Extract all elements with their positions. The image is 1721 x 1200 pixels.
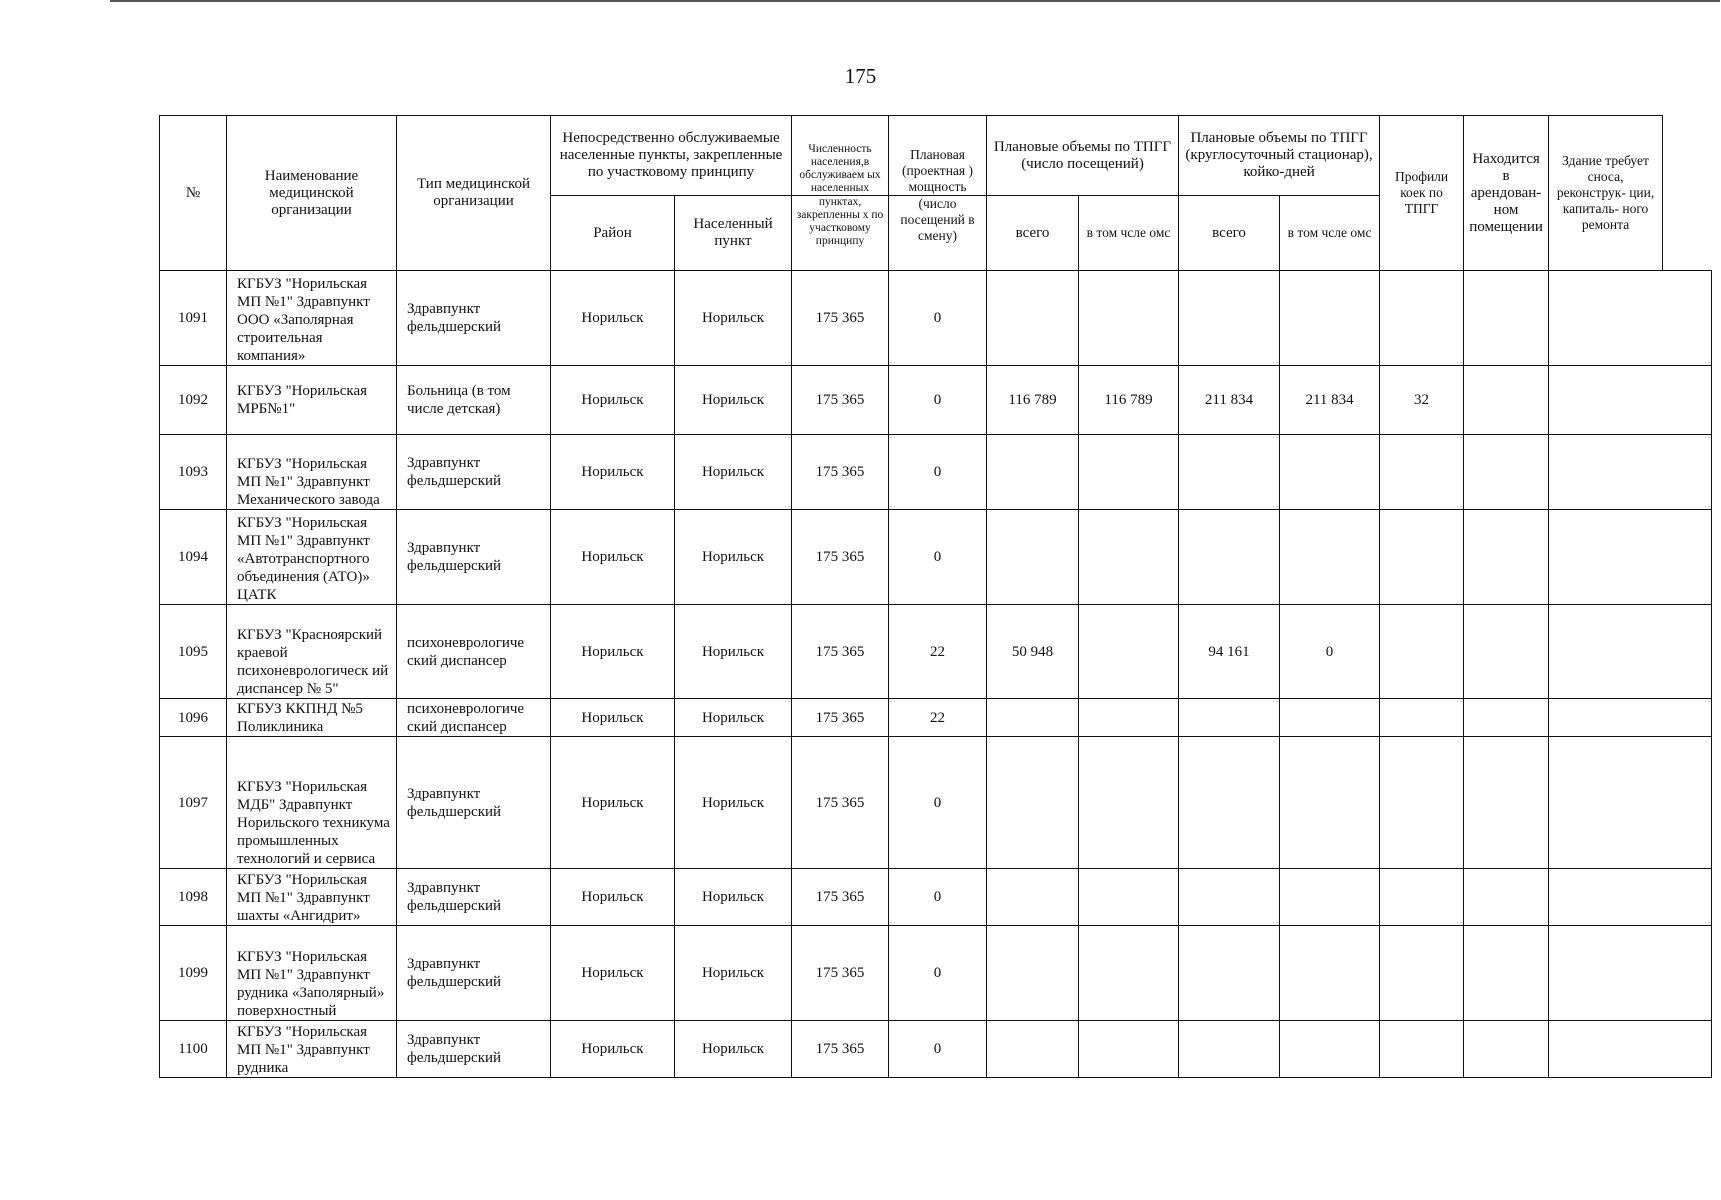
header-building: Здание требует сноса, реконструк- ции, капиталь- ного ремонта <box>1549 116 1663 271</box>
cell-building <box>1549 926 1712 1021</box>
cell-beddays-total <box>1179 737 1280 869</box>
cell-org-type: Здравпункт фельдшерский <box>397 510 551 605</box>
cell-rented <box>1464 737 1549 869</box>
cell-num: 1096 <box>160 699 227 737</box>
cell-population: 175 365 <box>792 605 889 699</box>
cell-capacity: 0 <box>889 926 987 1021</box>
cell-profiles <box>1380 869 1464 926</box>
cell-district: Норильск <box>551 699 675 737</box>
cell-org-type: Здравпункт фельдшерский <box>397 435 551 510</box>
cell-visits-oms <box>1079 510 1179 605</box>
cell-locality: Норильск <box>675 1021 792 1078</box>
cell-visits-oms <box>1079 1021 1179 1078</box>
cell-rented <box>1464 605 1549 699</box>
cell-visits-total <box>987 869 1079 926</box>
header-visits-oms: в том чсле омс <box>1079 196 1179 271</box>
cell-locality: Норильск <box>675 869 792 926</box>
cell-visits-oms <box>1079 869 1179 926</box>
table-row <box>160 926 1712 1021</box>
header-org-type: Тип медицинской организации <box>397 116 551 271</box>
cell-visits-oms <box>1079 271 1179 366</box>
cell-visits-oms <box>1079 435 1179 510</box>
cell-building <box>1549 1021 1712 1078</box>
cell-beddays-total <box>1179 271 1280 366</box>
cell-visits-total <box>987 737 1079 869</box>
table-row <box>160 510 1712 605</box>
cell-visits-total <box>987 510 1079 605</box>
cell-visits-total: 116 789 <box>987 366 1079 435</box>
cell-locality: Норильск <box>675 699 792 737</box>
cell-org-type: психоневрологиче ский диспансер <box>397 605 551 699</box>
table-body <box>160 271 1712 1078</box>
cell-profiles <box>1380 699 1464 737</box>
cell-beddays-oms <box>1280 435 1380 510</box>
cell-building <box>1549 435 1712 510</box>
cell-visits-total: 50 948 <box>987 605 1079 699</box>
cell-district: Норильск <box>551 605 675 699</box>
cell-num: 1092 <box>160 366 227 435</box>
cell-locality: Норильск <box>675 435 792 510</box>
cell-num: 1100 <box>160 1021 227 1078</box>
cell-org-name: КГБУЗ "Норильская МП №1" Здравпункт рудника <box>227 1021 397 1078</box>
cell-visits-oms <box>1079 605 1179 699</box>
cell-building <box>1549 510 1712 605</box>
cell-locality: Норильск <box>675 737 792 869</box>
cell-population: 175 365 <box>792 510 889 605</box>
table-row <box>160 605 1712 699</box>
cell-population: 175 365 <box>792 271 889 366</box>
cell-capacity: 22 <box>889 605 987 699</box>
cell-rented <box>1464 869 1549 926</box>
cell-population: 175 365 <box>792 435 889 510</box>
cell-locality: Норильск <box>675 271 792 366</box>
cell-rented <box>1464 435 1549 510</box>
table-row <box>160 435 1712 510</box>
cell-org-name: КГБУЗ "Красноярский краевой психоневрологическ ий диспансер № 5" <box>227 605 397 699</box>
cell-org-type: Здравпункт фельдшерский <box>397 869 551 926</box>
header-population-bottom: пунктах, закрепленны х по участковому принципу <box>792 196 889 271</box>
cell-population: 175 365 <box>792 869 889 926</box>
cell-org-name: КГБУЗ "Норильская МП №1" Здравпункт «Автотранспортного объединения (АТО)» ЦАТК <box>227 510 397 605</box>
table-row <box>160 699 1712 737</box>
scan-top-edge <box>110 0 1720 2</box>
cell-locality: Норильск <box>675 366 792 435</box>
cell-beddays-total <box>1179 435 1280 510</box>
cell-visits-total <box>987 926 1079 1021</box>
cell-district: Норильск <box>551 271 675 366</box>
cell-rented <box>1464 271 1549 366</box>
cell-visits-total <box>987 435 1079 510</box>
cell-num: 1097 <box>160 737 227 869</box>
cell-num: 1093 <box>160 435 227 510</box>
cell-beddays-total <box>1179 869 1280 926</box>
cell-district: Норильск <box>551 1021 675 1078</box>
header-capacity-bottom: (число посещений в смену) <box>889 196 987 271</box>
cell-num: 1098 <box>160 869 227 926</box>
header-rented: Находится в арендован- ном помещении <box>1464 116 1549 271</box>
cell-district: Норильск <box>551 366 675 435</box>
cell-building <box>1549 366 1712 435</box>
header-beddays-oms: в том чсле омс <box>1280 196 1380 271</box>
cell-population: 175 365 <box>792 926 889 1021</box>
cell-capacity: 0 <box>889 869 987 926</box>
cell-org-type: психоневрологиче ский диспансер <box>397 699 551 737</box>
cell-rented <box>1464 1021 1549 1078</box>
cell-beddays-oms <box>1280 510 1380 605</box>
cell-num: 1094 <box>160 510 227 605</box>
cell-locality: Норильск <box>675 926 792 1021</box>
table-row <box>160 737 1712 869</box>
cell-district: Норильск <box>551 869 675 926</box>
cell-profiles <box>1380 605 1464 699</box>
cell-profiles: 32 <box>1380 366 1464 435</box>
cell-org-type: Здравпункт фельдшерский <box>397 271 551 366</box>
cell-beddays-oms <box>1280 869 1380 926</box>
table-row <box>160 869 1712 926</box>
header-beddays-total: всего <box>1179 196 1280 271</box>
cell-locality: Норильск <box>675 605 792 699</box>
cell-population: 175 365 <box>792 699 889 737</box>
cell-num: 1091 <box>160 271 227 366</box>
cell-num: 1099 <box>160 926 227 1021</box>
cell-beddays-oms <box>1280 271 1380 366</box>
cell-visits-oms <box>1079 737 1179 869</box>
header-population-top: Численность населения,в обслуживаем ых населенных <box>792 116 889 196</box>
cell-beddays-total: 211 834 <box>1179 366 1280 435</box>
cell-org-name: КГБУЗ "Норильская МП №1" Здравпункт ООО «Заполярная строительная компания» <box>227 271 397 366</box>
cell-visits-total <box>987 1021 1079 1078</box>
facilities-table <box>159 115 1712 1078</box>
table-row <box>160 1021 1712 1078</box>
cell-org-name: КГБУЗ ККПНД №5 Поликлиника <box>227 699 397 737</box>
cell-visits-total <box>987 699 1079 737</box>
cell-org-name: КГБУЗ "Норильская МП №1" Здравпункт шахты «Ангидрит» <box>227 869 397 926</box>
header-locality: Населенный пункт <box>675 196 792 271</box>
cell-profiles <box>1380 737 1464 869</box>
cell-capacity: 0 <box>889 737 987 869</box>
cell-rented <box>1464 926 1549 1021</box>
cell-org-type: Здравпункт фельдшерский <box>397 926 551 1021</box>
cell-capacity: 0 <box>889 510 987 605</box>
cell-capacity: 0 <box>889 1021 987 1078</box>
cell-beddays-oms <box>1280 699 1380 737</box>
cell-district: Норильск <box>551 435 675 510</box>
table-header <box>160 116 1712 271</box>
cell-org-name: КГБУЗ "Норильская МП №1" Здравпункт рудника «Заполярный» поверхностный <box>227 926 397 1021</box>
cell-population: 175 365 <box>792 1021 889 1078</box>
table-row <box>160 366 1712 435</box>
cell-capacity: 0 <box>889 271 987 366</box>
cell-building <box>1549 699 1712 737</box>
cell-beddays-total <box>1179 1021 1280 1078</box>
cell-profiles <box>1380 271 1464 366</box>
header-capacity-top: Плановая (проектная ) мощность <box>889 116 987 196</box>
cell-beddays-oms: 211 834 <box>1280 366 1380 435</box>
cell-visits-total <box>987 271 1079 366</box>
cell-num: 1095 <box>160 605 227 699</box>
cell-org-type: Больница (в том числе детская) <box>397 366 551 435</box>
cell-district: Норильск <box>551 926 675 1021</box>
cell-beddays-total <box>1179 510 1280 605</box>
cell-building <box>1549 737 1712 869</box>
header-num: № <box>160 116 227 271</box>
cell-org-type: Здравпункт фельдшерский <box>397 1021 551 1078</box>
cell-profiles <box>1380 510 1464 605</box>
cell-building <box>1549 869 1712 926</box>
cell-beddays-oms <box>1280 737 1380 869</box>
cell-beddays-total: 94 161 <box>1179 605 1280 699</box>
table-row <box>160 271 1712 366</box>
header-bed-profiles: Профили коек по ТПГГ <box>1380 116 1464 271</box>
header-beddays: Плановые объемы по ТПГГ (круглосуточный стационар), койко-дней <box>1179 116 1380 196</box>
header-served-points: Непосредственно обслуживаемые населенные пункты, закрепленные по участковому принципу <box>551 116 792 196</box>
cell-profiles <box>1380 1021 1464 1078</box>
header-visits-total: всего <box>987 196 1079 271</box>
cell-rented <box>1464 699 1549 737</box>
cell-beddays-oms <box>1280 926 1380 1021</box>
header-org-name: Наименование медицинской организации <box>227 116 397 271</box>
cell-district: Норильск <box>551 737 675 869</box>
cell-locality: Норильск <box>675 510 792 605</box>
cell-visits-oms <box>1079 926 1179 1021</box>
cell-population: 175 365 <box>792 366 889 435</box>
page-number: 175 <box>844 64 877 88</box>
cell-profiles <box>1380 435 1464 510</box>
cell-rented <box>1464 366 1549 435</box>
cell-org-name: КГБУЗ "Норильская МРБ№1" <box>227 366 397 435</box>
cell-building <box>1549 271 1712 366</box>
cell-visits-oms <box>1079 699 1179 737</box>
header-visits: Плановые объемы по ТПГГ (число посещений) <box>987 116 1179 196</box>
cell-capacity: 22 <box>889 699 987 737</box>
cell-capacity: 0 <box>889 435 987 510</box>
cell-org-type: Здравпункт фельдшерский <box>397 737 551 869</box>
cell-visits-oms: 116 789 <box>1079 366 1179 435</box>
header-district: Район <box>551 196 675 271</box>
cell-profiles <box>1380 926 1464 1021</box>
cell-building <box>1549 605 1712 699</box>
cell-beddays-total <box>1179 926 1280 1021</box>
cell-population: 175 365 <box>792 737 889 869</box>
cell-beddays-oms: 0 <box>1280 605 1380 699</box>
cell-district: Норильск <box>551 510 675 605</box>
cell-beddays-oms <box>1280 1021 1380 1078</box>
cell-rented <box>1464 510 1549 605</box>
cell-org-name: КГБУЗ "Норильская МП №1" Здравпункт Механического завода <box>227 435 397 510</box>
cell-beddays-total <box>1179 699 1280 737</box>
cell-org-name: КГБУЗ "Норильская МДБ" Здравпункт Норильского техникума промышленных технологий и сервиса <box>227 737 397 869</box>
cell-capacity: 0 <box>889 366 987 435</box>
